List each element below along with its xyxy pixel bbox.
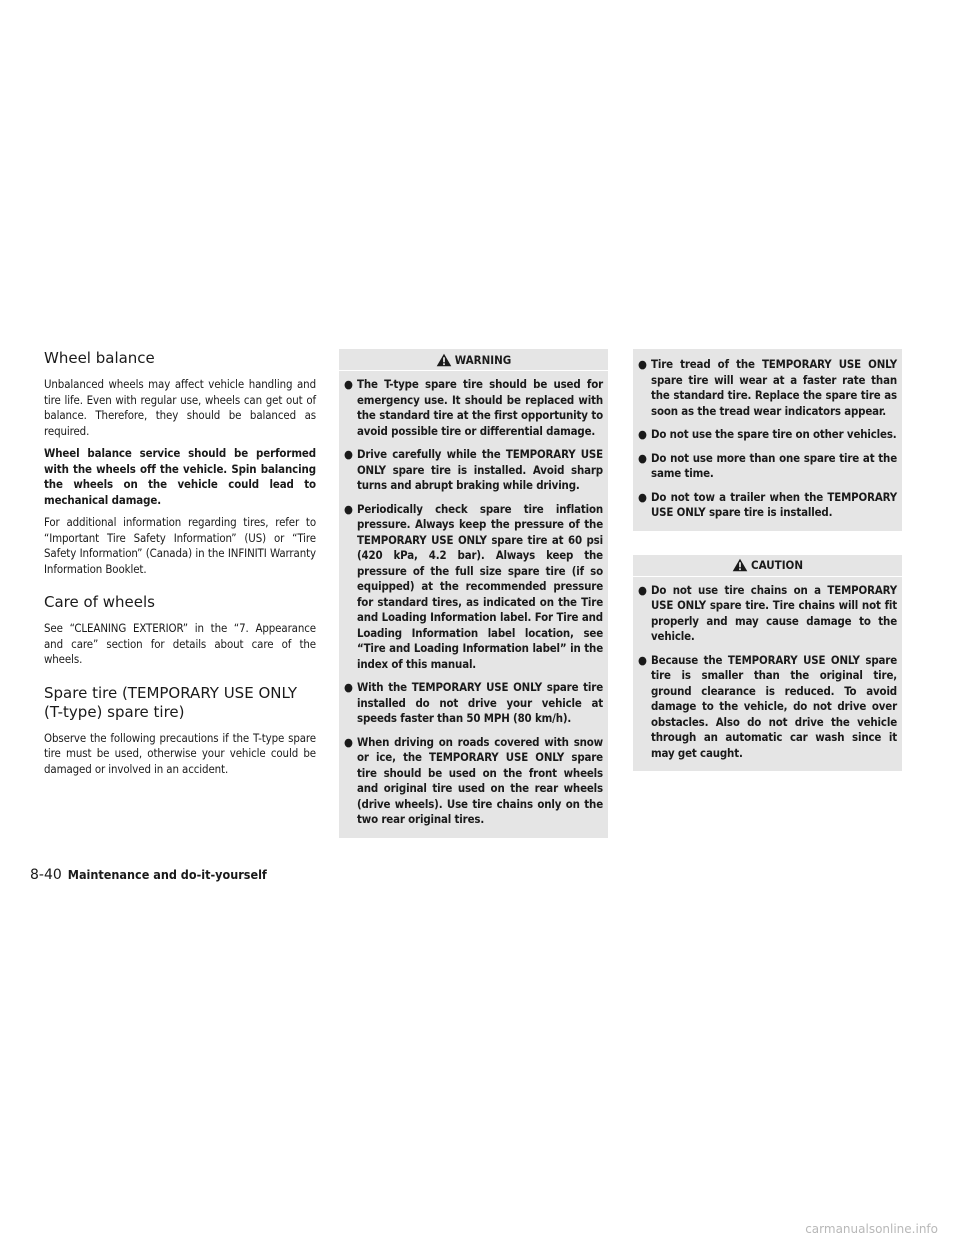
warning-box xyxy=(339,349,608,838)
caution-title: CAUTION xyxy=(750,558,803,572)
warning-item-text: Tire tread of the TEMPORARY USE ONLY spare tire will wear at a faster rate than the standard tire. Replace the spare tire as soon as the tread wear indicators appear. xyxy=(651,357,897,418)
warning-item-text: Do not tow a trailer when the TEMPORARY USE ONLY spare tire is installed. xyxy=(651,489,897,519)
left-column xyxy=(44,349,316,784)
warning-item xyxy=(344,735,603,828)
bullet: ● xyxy=(638,489,647,504)
bullet: ● xyxy=(638,582,647,597)
warning-item-text: Do not use the spare tire on other vehicles. xyxy=(651,427,897,441)
bullet: ● xyxy=(638,427,647,441)
bullet: ● xyxy=(344,501,353,516)
care-of-wheels-para-1: See “CLEANING EXTERIOR” in the “7. Appearance and care” section for details about care of the wheels. xyxy=(44,621,316,666)
warning-header xyxy=(339,349,608,371)
middle-column xyxy=(339,349,608,838)
warning-item xyxy=(344,502,603,673)
bullet: ● xyxy=(638,652,647,667)
warning-item-text: When driving on roads covered with snow or ice, the TEMPORARY USE ONLY spare tire should be used on the front wheels and original tire used on the rear wheels (drive wheels). Use tire chains only on the two rear original tires. xyxy=(357,734,603,826)
caution-item-text: Because the TEMPORARY USE ONLY spare tire is smaller than the original tire, ground clearance is reduced. To avoid damage to the vehicle, do not drive over obstacles. Also do not drive the vehicle through an automatic car wash since it may get caught. xyxy=(651,652,897,760)
warning-box-continued xyxy=(633,349,902,531)
warning-item-text: Drive carefully while the TEMPORARY USE ONLY spare tire is installed. Avoid sharp turns and abrupt braking while driving. xyxy=(357,447,603,492)
warning-item xyxy=(638,357,897,419)
warning-item xyxy=(344,377,603,439)
warning-item-text: Periodically check spare tire inflation pressure. Always keep the pressure of the TEMPORARY USE ONLY spare tire at 60 psi (420 kPa, 4.2 bar). Always keep the pressure of the full size spare tire (if so equipped) at the recommended pressure for standard tires, as indicated on the Tire and Loading Information label. For Tire and Loading Information label location, see “Tire and Loading Information label” in the index of this manual. xyxy=(357,501,603,671)
bullet: ● xyxy=(344,680,353,694)
spare-tire-para-1: Observe the following precautions if the T-type spare tire must be used, otherwise your vehicle could be damaged or involved in an accident. xyxy=(44,730,316,776)
caution-header xyxy=(633,555,902,577)
warning-item xyxy=(638,427,897,443)
warning-item-text: Do not use more than one spare tire at the same time. xyxy=(651,450,897,480)
wheel-balance-para-3: For additional information regarding tires, refer to “Important Tire Safety Information” (US) or “Tire Safety Information” (Canada) in the INFINITI Warranty Information Booklet. xyxy=(44,515,316,576)
bullet: ● xyxy=(638,357,647,371)
bullet: ● xyxy=(344,734,353,749)
warning-item xyxy=(344,680,603,727)
warning-triangle-icon xyxy=(436,353,452,367)
warning-title: WARNING xyxy=(454,352,512,367)
bullet: ● xyxy=(638,450,647,465)
caution-item xyxy=(638,653,897,762)
right-column xyxy=(633,349,902,771)
bullet: ● xyxy=(344,377,353,391)
warning-item xyxy=(638,451,897,482)
bullet: ● xyxy=(344,447,353,461)
caution-item xyxy=(638,583,897,645)
heading-spare-tire xyxy=(44,684,316,722)
heading-care-of-wheels: Care of wheels xyxy=(44,593,155,611)
warning-item xyxy=(638,490,897,521)
warning-item-text: The T-type spare tire should be used for emergency use. It should be replaced with the standard tire at the first opportunity to avoid possible tire or differential damage. xyxy=(357,377,603,438)
caution-item-text: Do not use tire chains on a TEMPORARY USE ONLY spare tire. Tire chains will not fit properly and may cause damage to the vehicle. xyxy=(651,582,897,643)
warning-triangle-icon xyxy=(732,558,748,572)
page-number: 8-40 xyxy=(30,867,62,883)
warning-item-text: With the TEMPORARY USE ONLY spare tire installed do not drive your vehicle at speeds faster than 50 MPH (80 km/h). xyxy=(357,680,603,725)
wheel-balance-para-2: Wheel balance service should be performed with the wheels off the vehicle. Spin balancing the wheels on the vehicle could lead to mechanical damage. xyxy=(44,446,316,507)
heading-wheel-balance: Wheel balance xyxy=(44,349,155,367)
watermark: carmanualsonline.info xyxy=(805,1222,938,1236)
wheel-balance-para-1: Unbalanced wheels may affect vehicle handling and tire life. Even with regular use, wheels can get out of balance. Therefore, they should be balanced as required. xyxy=(44,377,316,438)
section-title: Maintenance and do-it-yourself xyxy=(67,867,267,882)
caution-box xyxy=(633,555,902,772)
heading-spare-tire-line-2: (T-type) spare tire) xyxy=(44,702,185,721)
warning-item xyxy=(344,447,603,494)
page-footer xyxy=(30,867,267,883)
heading-spare-tire-line-1: Spare tire (TEMPORARY USE ONLY xyxy=(44,683,298,702)
